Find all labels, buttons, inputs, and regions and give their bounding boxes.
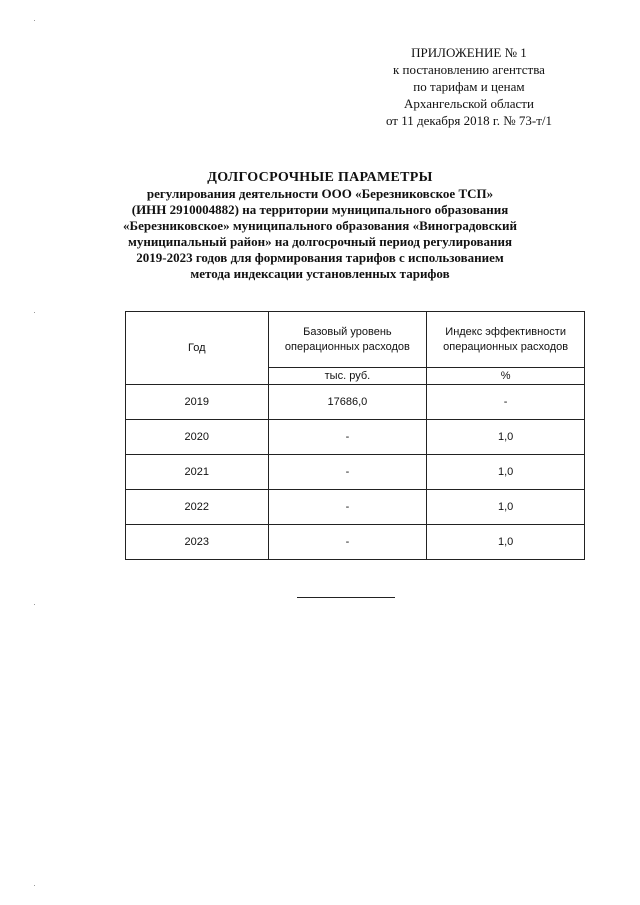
parameters-table (125, 311, 585, 560)
header-year: Год (126, 312, 269, 385)
header-index-line1: Индекс эффективности (445, 325, 566, 338)
cell-index: 1,0 (427, 525, 585, 560)
heading-line: регулирования деятельности ООО «Березниковское ТСП» (146, 186, 494, 201)
table-row (126, 525, 585, 560)
cell-index: 1,0 (427, 490, 585, 525)
cell-year: 2022 (126, 490, 269, 525)
table-row (126, 455, 585, 490)
unit-base: тыс. руб. (268, 368, 427, 385)
table-row (126, 490, 585, 525)
heading-line: муниципальный район» на долгосрочный период регулирования (127, 234, 513, 249)
cell-index: 1,0 (427, 455, 585, 490)
header-base-level-line2: операционных расходов (284, 340, 410, 353)
appendix-line: Архангельской области (404, 96, 534, 111)
appendix-title: ПРИЛОЖЕНИЕ № 1 (411, 45, 527, 60)
heading-line: «Березниковское» муниципального образования «Виноградовский (122, 218, 518, 233)
cell-base: - (268, 490, 427, 525)
cell-year: 2019 (126, 385, 269, 420)
appendix-line: к постановлению агентства (392, 62, 545, 77)
header-base-level-line1: Базовый уровень (303, 325, 392, 338)
appendix-date: от 11 декабря 2018 г. № 73-т/1 (385, 113, 552, 128)
cell-base: 17686,0 (268, 385, 427, 420)
table-row (126, 420, 585, 455)
header-efficiency-index (427, 312, 585, 368)
scan-mark (34, 885, 35, 886)
document-title: ДОЛГОСРОЧНЫЕ ПАРАМЕТРЫ (207, 170, 433, 185)
appendix-block (386, 44, 552, 129)
unit-index: % (427, 368, 585, 385)
cell-base: - (268, 420, 427, 455)
scan-mark (34, 312, 35, 313)
end-divider-line (297, 597, 395, 598)
cell-base: - (268, 455, 427, 490)
cell-base: - (268, 525, 427, 560)
header-base-level (268, 312, 427, 368)
cell-year: 2020 (126, 420, 269, 455)
document-heading (90, 170, 550, 282)
heading-line: 2019-2023 годов для формирования тарифов с использованием (136, 250, 504, 265)
heading-line: (ИНН 2910004882) на территории муниципального образования (131, 202, 509, 217)
table-row (126, 385, 585, 420)
header-index-line2: операционных расходов (443, 340, 569, 353)
appendix-line: по тарифам и ценам (413, 79, 525, 94)
cell-index: 1,0 (427, 420, 585, 455)
cell-index: - (427, 385, 585, 420)
scan-mark (34, 604, 35, 605)
cell-year: 2023 (126, 525, 269, 560)
table-header-row (126, 312, 585, 368)
heading-line: метода индексации установленных тарифов (190, 266, 450, 281)
cell-year: 2021 (126, 455, 269, 490)
scan-mark (34, 20, 35, 21)
